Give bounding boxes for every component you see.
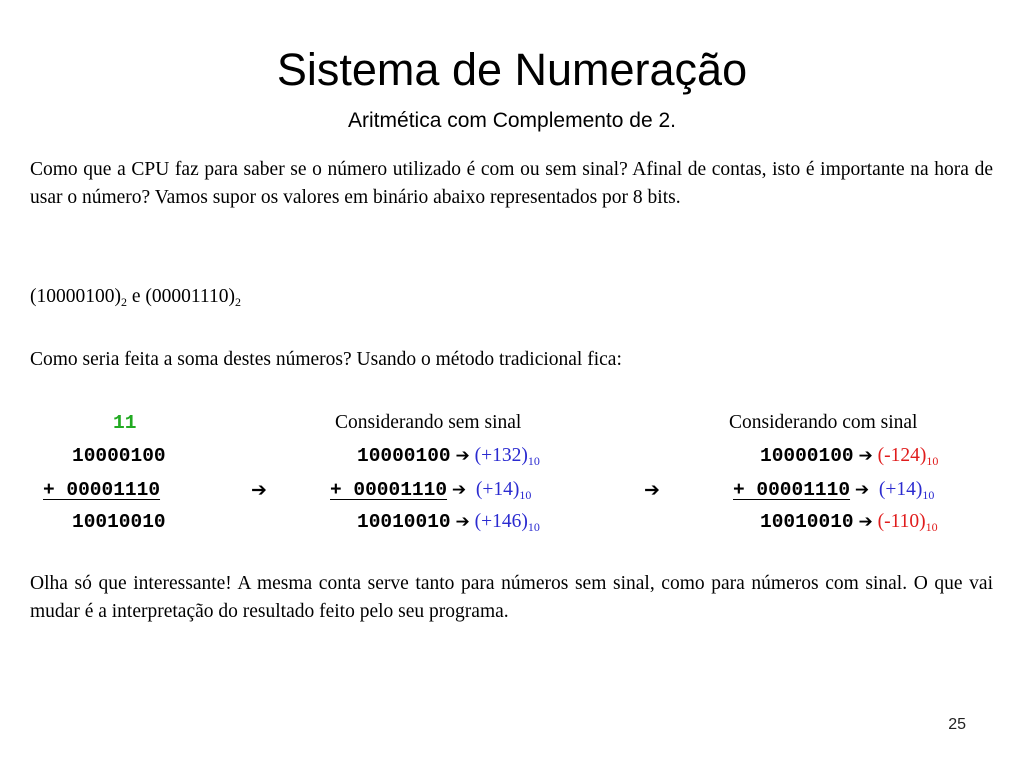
intro-paragraph: Como que a CPU faz para saber se o número utilizado é com ou sem sinal? Afinal de contas, isto é importante na hora de usar o número? Vamos supor os valores em binário abaixo representados por 8 bits. — [30, 159, 993, 208]
left-operand1: 10000100 — [72, 445, 166, 467]
signed-value1: (-124) — [877, 445, 927, 466]
unsigned-value2: (+14) — [475, 479, 520, 500]
numbers-joiner: e — [127, 286, 146, 307]
signed-operand1: 10000100 — [760, 445, 854, 467]
unsigned-value1: (+132) — [474, 445, 528, 466]
unsigned-row1 — [357, 442, 540, 470]
unsigned-result: 10010010 — [357, 511, 451, 533]
number-a: (10000100) — [30, 286, 121, 307]
question-text: Como seria feita a soma destes números? Usando o método tradicional fica: — [30, 349, 622, 370]
signed-operand2: + 00001110 — [733, 479, 851, 501]
signed-row2 — [733, 476, 934, 504]
signed-base1: 10 — [926, 454, 939, 468]
signed-value2: (+14) — [878, 479, 923, 500]
carry-digits: 11 — [113, 412, 137, 434]
number-a-base: 2 — [121, 295, 127, 309]
number-b: (00001110) — [145, 286, 235, 307]
unsigned-base3: 10 — [527, 520, 540, 534]
unsigned-value3: (+146) — [474, 511, 528, 532]
arrow-right-icon: ➔ — [251, 479, 267, 501]
arrow-right-icon: ➔ — [854, 480, 870, 500]
slide-title: Sistema de Numeração — [276, 44, 748, 95]
unsigned-operand1: 10000100 — [357, 445, 451, 467]
signed-value3: (-110) — [877, 511, 926, 532]
unsigned-base2: 10 — [519, 488, 532, 502]
unsigned-header: Considerando sem sinal — [335, 412, 522, 433]
signed-result: 10010010 — [760, 511, 854, 533]
arrow-right-icon: ➔ — [644, 479, 660, 501]
signed-header: Considerando com sinal — [729, 412, 918, 433]
conclusion-paragraph: Olha só que interessante! A mesma conta serve tanto para números sem sinal, como para números com sinal. O que vai mudar é a interpretação do resultado feito pelo seu programa. — [30, 573, 993, 622]
unsigned-row2 — [330, 476, 531, 504]
signed-row1 — [760, 442, 938, 470]
arrow-right-icon: ➔ — [858, 446, 873, 466]
arrow-right-icon: ➔ — [455, 446, 470, 466]
arrow-right-icon: ➔ — [858, 512, 873, 532]
unsigned-base1: 10 — [527, 454, 540, 468]
number-b-base: 2 — [234, 295, 241, 309]
left-operand2: + 00001110 — [43, 479, 161, 501]
arrow-right-icon: ➔ — [455, 512, 470, 532]
signed-base3: 10 — [925, 520, 938, 534]
left-result: 10010010 — [72, 511, 166, 533]
signed-row3 — [760, 508, 938, 536]
arrow-right-icon: ➔ — [451, 480, 467, 500]
unsigned-row3 — [357, 508, 540, 536]
signed-base2: 10 — [922, 488, 935, 502]
unsigned-operand2: + 00001110 — [330, 479, 448, 501]
page-number: 25 — [948, 716, 966, 733]
numbers-line — [30, 283, 241, 311]
slide-subtitle: Aritmética com Complemento de 2. — [348, 109, 676, 132]
